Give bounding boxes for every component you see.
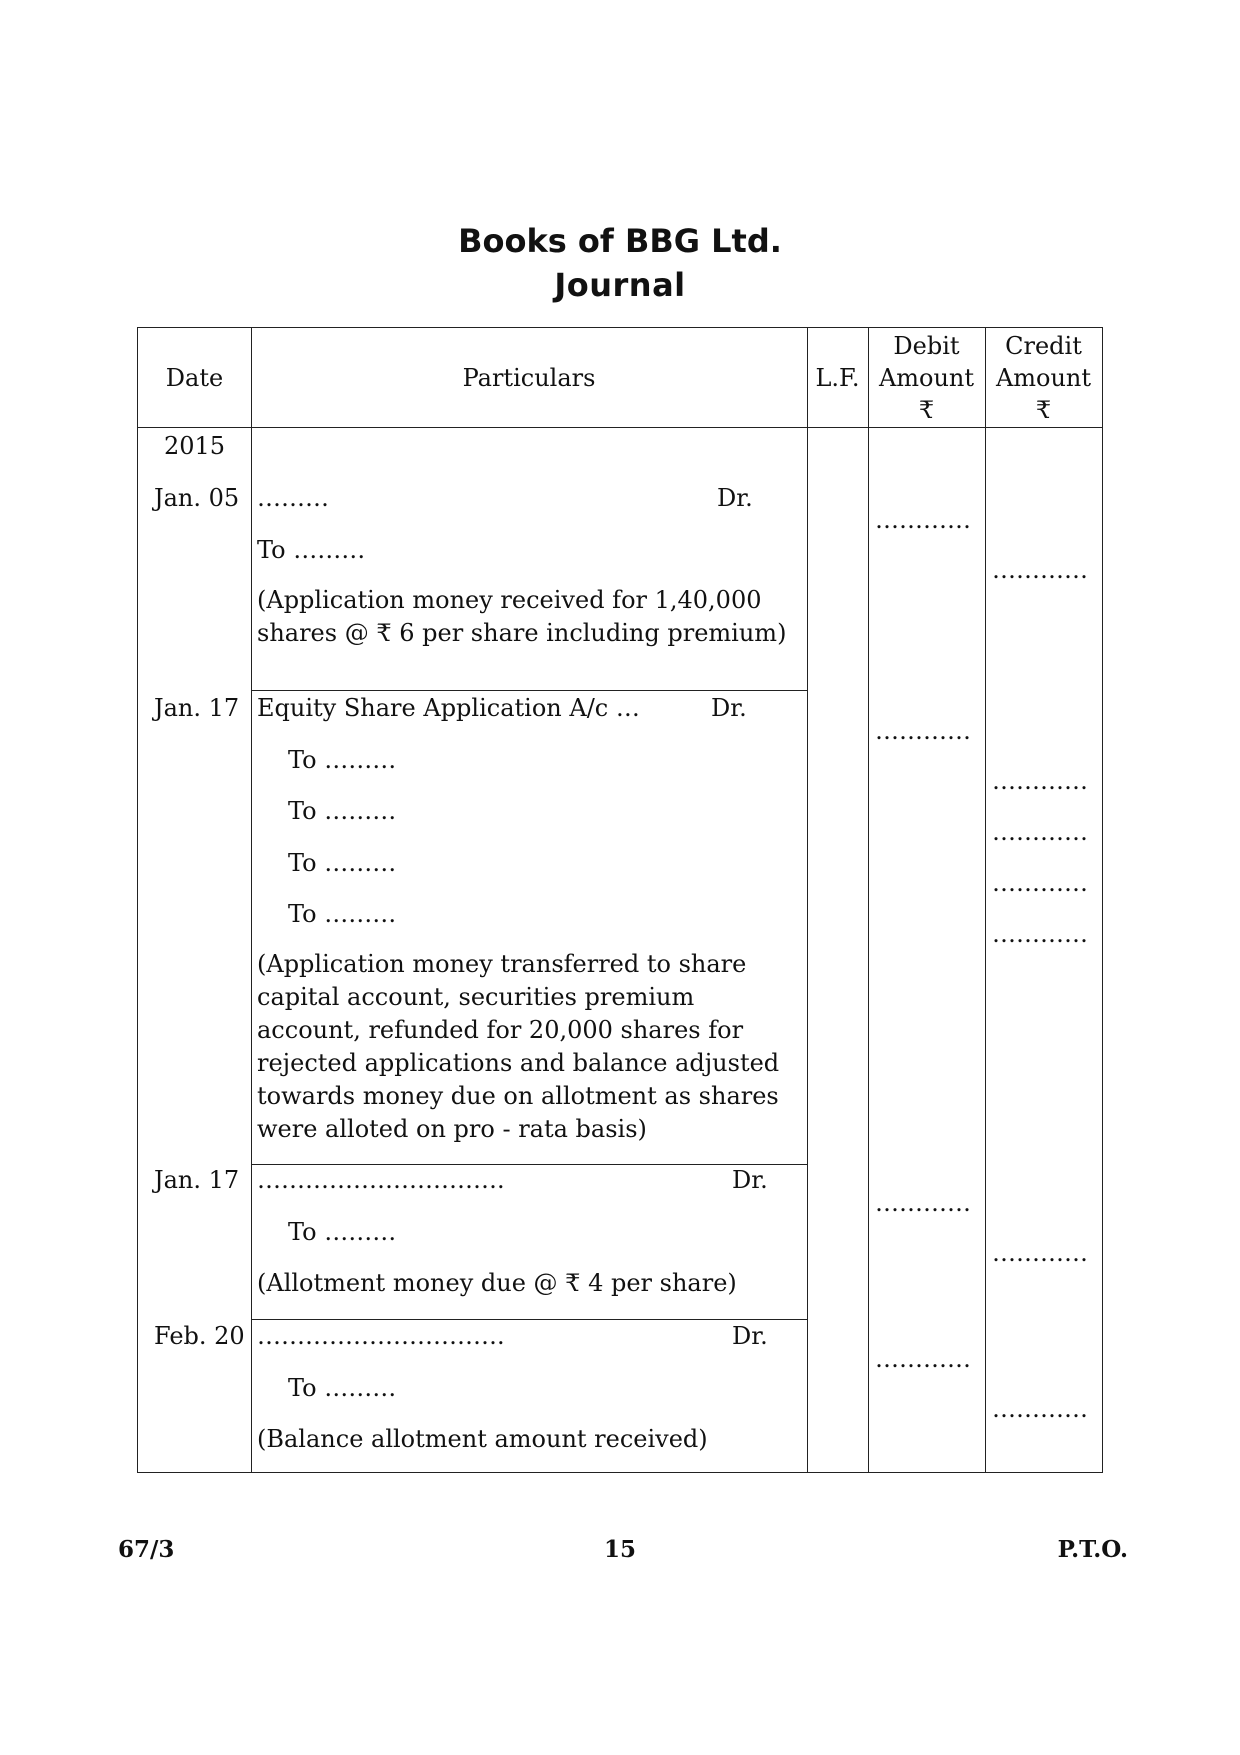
col-divider-particulars bbox=[807, 328, 808, 1472]
entry-2-debit-amount: ………… bbox=[875, 717, 971, 745]
entry-1-debit-account: ……… bbox=[257, 484, 329, 512]
paper-code: 67/3 bbox=[118, 1536, 175, 1563]
header-particulars: Particulars bbox=[462, 364, 596, 392]
entry-3-debit-amount: ………… bbox=[875, 1189, 971, 1217]
year-label: 2015 bbox=[163, 432, 226, 460]
entry-1-credit-amount: ………… bbox=[992, 556, 1088, 584]
entry-4-narration: (Balance allotment amount received) bbox=[257, 1425, 708, 1453]
pto-label: P.T.O. bbox=[1057, 1536, 1128, 1563]
header-debit-amount: Debit Amount ₹ bbox=[878, 332, 975, 424]
entry-2-credit-amount-4: ………… bbox=[992, 920, 1088, 948]
entry-2-credit-amount-3: ………… bbox=[992, 869, 1088, 897]
header-date: Date bbox=[165, 364, 224, 392]
entry-2-date: Jan. 17 bbox=[154, 694, 240, 722]
entry-2-credit-amount-2: ………… bbox=[992, 818, 1088, 846]
entry-2-credit-account-1: To ……… bbox=[288, 746, 397, 774]
entry-1-dr-label: Dr. bbox=[717, 484, 753, 512]
col-divider-debit bbox=[985, 328, 986, 1472]
entry-4-date: Feb. 20 bbox=[154, 1322, 245, 1350]
entry-3-dr-label: Dr. bbox=[732, 1166, 768, 1194]
entry-3-debit-account: …………………………. bbox=[257, 1166, 505, 1194]
entry-4-dr-label: Dr. bbox=[732, 1322, 768, 1350]
entry-4-credit-account: To ……… bbox=[288, 1374, 397, 1402]
entry-2-debit-account: Equity Share Application A/c … bbox=[257, 694, 640, 722]
entry-3-credit-amount: ………… bbox=[992, 1239, 1088, 1267]
entry-2-credit-amount-1: ………… bbox=[992, 767, 1088, 795]
entry-2-credit-account-3: To ……… bbox=[288, 849, 397, 877]
entry-separator-3 bbox=[251, 1319, 807, 1320]
entry-1-credit-account: To ……… bbox=[257, 536, 366, 564]
header-rule bbox=[138, 427, 1102, 428]
document-subtitle: Journal bbox=[554, 266, 686, 304]
entry-1-date: Jan. 05 bbox=[154, 484, 240, 512]
header-lf: L.F. bbox=[815, 364, 860, 392]
entry-2-dr-label: Dr. bbox=[711, 694, 747, 722]
page-number: 15 bbox=[603, 1536, 636, 1563]
entry-2-credit-account-4: To ……… bbox=[288, 900, 397, 928]
document-title: Books of BBG Ltd. bbox=[458, 222, 782, 260]
header-credit-amount: Credit Amount ₹ bbox=[995, 332, 1092, 424]
entry-separator-2 bbox=[251, 1164, 807, 1165]
entry-4-debit-amount: ………… bbox=[875, 1345, 971, 1373]
journal-table bbox=[137, 327, 1103, 1473]
entry-4-credit-amount: ………… bbox=[992, 1395, 1088, 1423]
entry-3-date: Jan. 17 bbox=[154, 1166, 240, 1194]
col-divider-date bbox=[251, 328, 252, 1472]
entry-2-narration: (Application money transferred to share capital account, securities premium account, refunded for 20,000 shares for rejected applications and balance adjusted towards money due on allotment as shares were alloted on pro - rata basis) bbox=[257, 950, 780, 1143]
entry-separator-1 bbox=[251, 690, 807, 691]
entry-1-narration: (Application money received for 1,40,000 shares @ ₹ 6 per share including premium) bbox=[257, 586, 787, 647]
entry-1-debit-amount: ………… bbox=[875, 506, 971, 534]
entry-2-credit-account-2: To ……… bbox=[288, 797, 397, 825]
entry-3-credit-account: To ……… bbox=[288, 1218, 397, 1246]
col-divider-lf bbox=[868, 328, 869, 1472]
entry-3-narration: (Allotment money due @ ₹ 4 per share) bbox=[257, 1269, 737, 1297]
entry-4-debit-account: …………………………. bbox=[257, 1322, 505, 1350]
